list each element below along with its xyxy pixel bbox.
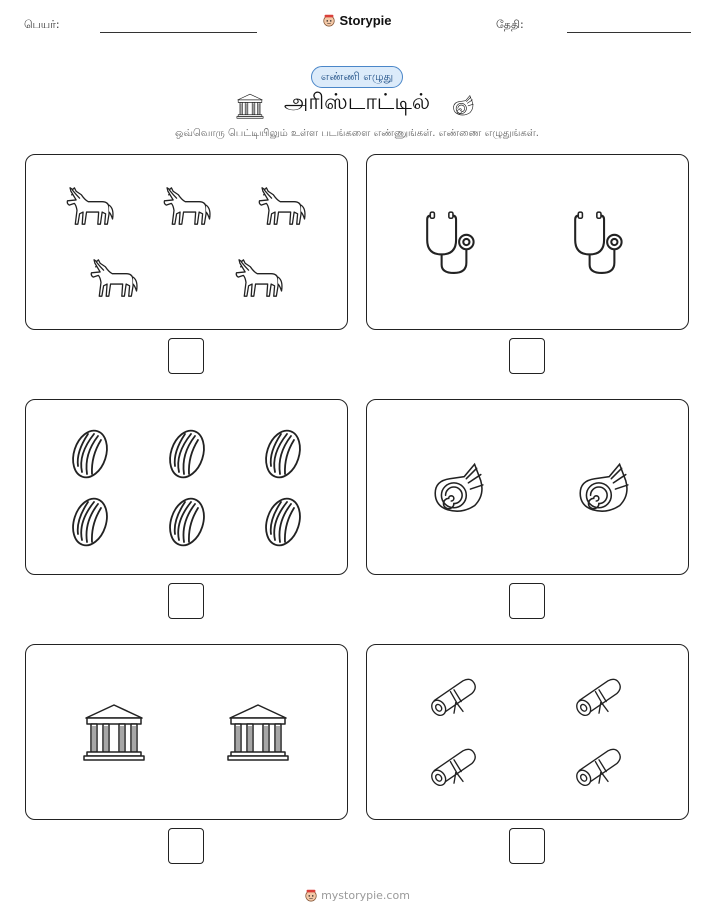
stethoscope-icon <box>422 209 486 275</box>
temple-icon <box>82 701 146 763</box>
answer-box-temples[interactable] <box>168 828 204 864</box>
mascot-icon <box>304 888 318 902</box>
page-title: அரிஸ்டாட்டில் <box>283 90 431 115</box>
name-field[interactable] <box>100 32 257 33</box>
shell-icon <box>451 92 475 118</box>
almond-icon <box>68 494 112 550</box>
mascot-icon <box>322 13 336 27</box>
brand-logo <box>0 13 714 28</box>
horse-icon <box>64 183 116 229</box>
almond-icon <box>165 494 209 550</box>
scroll-icon <box>427 675 481 719</box>
temple-icon <box>226 701 290 763</box>
scroll-icon <box>572 745 626 789</box>
date-field[interactable] <box>567 32 691 33</box>
answer-box-almonds[interactable] <box>168 583 204 619</box>
almond-icon <box>165 426 209 482</box>
shell-icon <box>574 458 632 516</box>
shell-icon <box>429 458 487 516</box>
answer-box-horses[interactable] <box>168 338 204 374</box>
horse-icon <box>256 183 308 229</box>
almond-icon <box>261 494 305 550</box>
footer <box>0 888 714 902</box>
name-label: பெயர்: <box>24 18 60 31</box>
almond-icon <box>261 426 305 482</box>
horse-icon <box>161 183 213 229</box>
stethoscope-icon <box>570 209 634 275</box>
worksheet-tag: எண்ணி எழுது <box>311 66 403 88</box>
scroll-icon <box>427 745 481 789</box>
horse-icon <box>233 255 285 301</box>
almond-icon <box>68 426 112 482</box>
count-panel-scrolls <box>366 644 689 820</box>
brand-name: Storypie <box>339 13 392 28</box>
answer-box-scrolls[interactable] <box>509 828 545 864</box>
count-panel-almonds <box>25 399 348 575</box>
answer-box-stethoscopes[interactable] <box>509 338 545 374</box>
scroll-icon <box>572 675 626 719</box>
instruction-text: ஒவ்வொரு பெட்டியிலும் உள்ள படங்களை எண்ணுங்கள். எண்ணை எழுதுங்கள். <box>175 128 539 139</box>
horse-icon <box>88 255 140 301</box>
count-panel-shells <box>366 399 689 575</box>
answer-box-shells[interactable] <box>509 583 545 619</box>
count-panel-temples <box>25 644 348 820</box>
date-label: தேதி: <box>496 18 524 31</box>
footer-site: mystorypie.com <box>321 889 410 902</box>
count-panel-stethoscopes <box>366 154 689 330</box>
count-panel-horses <box>25 154 348 330</box>
